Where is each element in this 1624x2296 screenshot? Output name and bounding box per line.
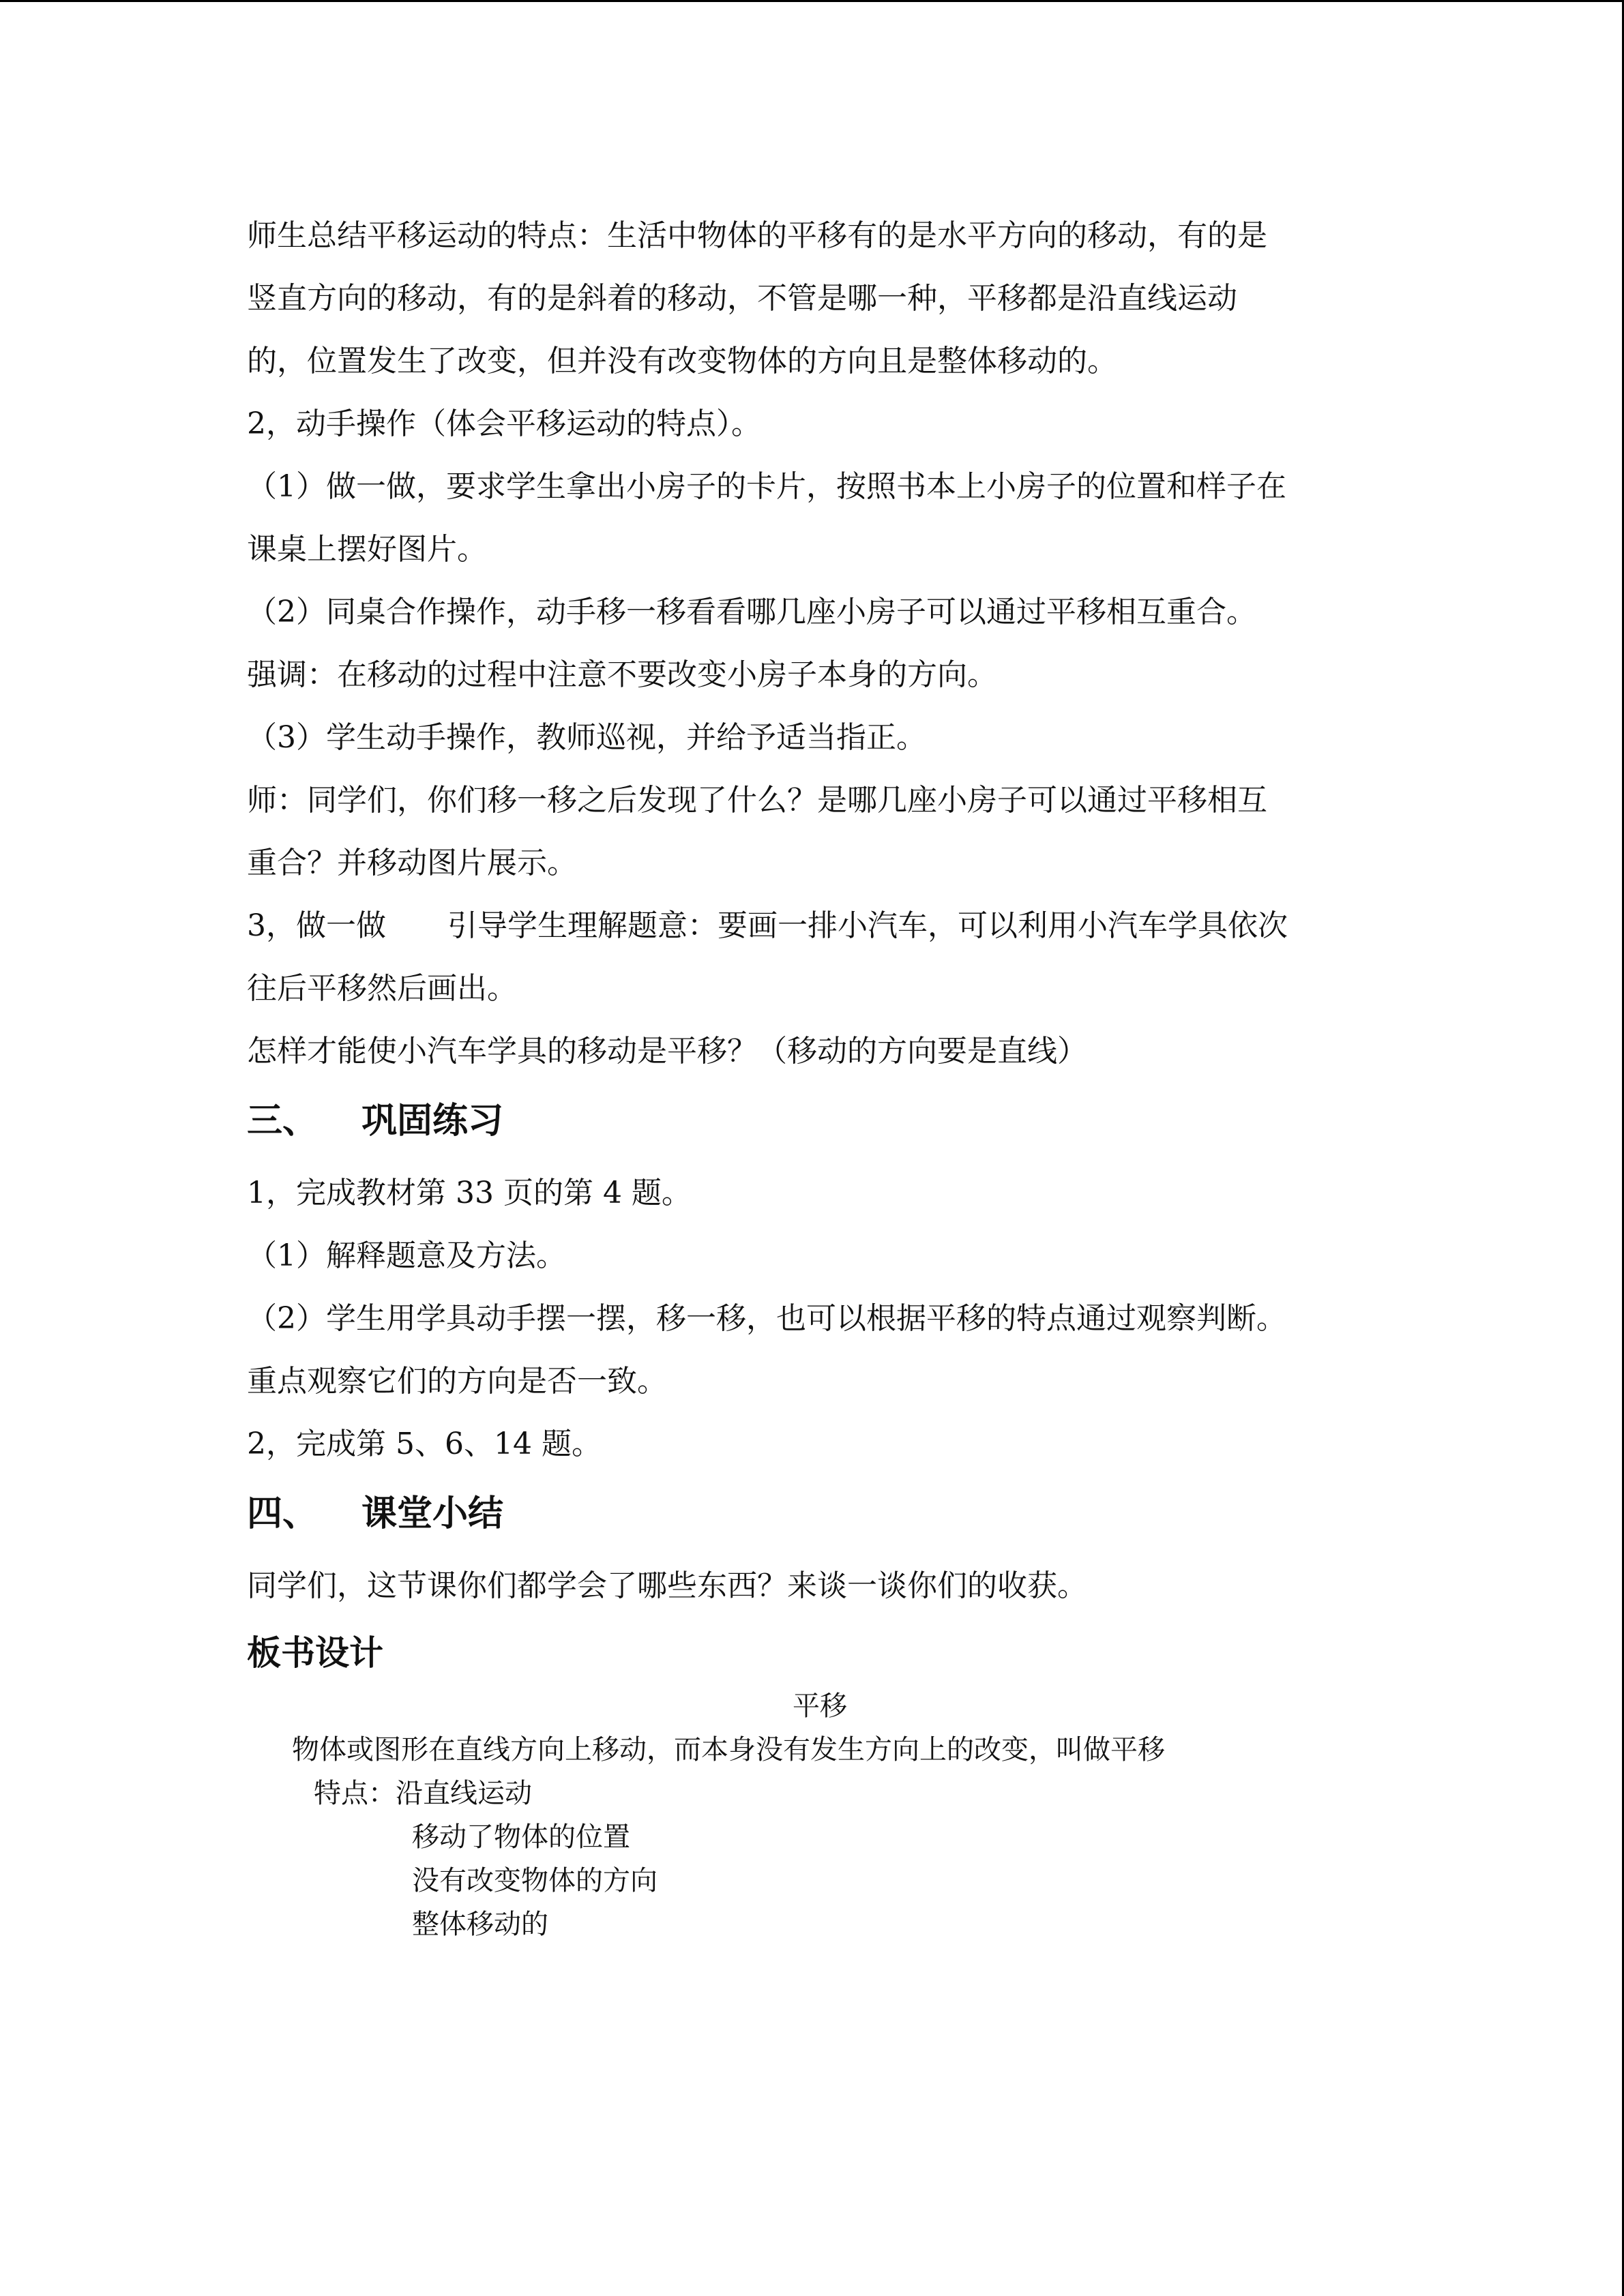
board-design xyxy=(247,1684,1393,1946)
paragraph-activity-3 xyxy=(247,895,1393,957)
board-design-heading: 板书设计 xyxy=(247,1633,383,1673)
paragraph: 2，动手操作（体会平移运动的特点）。 xyxy=(247,406,761,441)
paragraph: 师生总结平移运动的特点：生活中物体的平移有的是水平方向的移动，有的是 xyxy=(247,218,1267,253)
paragraph: 怎样才能使小汽车学具的移动是平移？（移动的方向要是直线） xyxy=(247,1034,1087,1069)
board-feature-label: 特点：沿直线运动 xyxy=(314,1778,532,1809)
section-number: 三、 xyxy=(247,1101,319,1142)
document-body xyxy=(247,205,1393,1946)
paragraph: 2，完成第 5、6、14 题。 xyxy=(247,1427,602,1461)
section-title: 课堂小结 xyxy=(361,1493,504,1534)
paragraph: 课桌上摆好图片。 xyxy=(247,532,487,567)
section-title: 巩固练习 xyxy=(361,1101,504,1142)
activity-3-text: 引导学生理解题意：要画一排小汽车，可以利用小汽车学具依次 xyxy=(447,908,1288,943)
paragraph: （3）学生动手操作，教师巡视，并给予适当指正。 xyxy=(247,720,926,755)
paragraph: 强调：在移动的过程中注意不要改变小房子本身的方向。 xyxy=(247,657,997,692)
section-number: 四、 xyxy=(247,1493,319,1534)
paragraph: 重点观察它们的方向是否一致。 xyxy=(247,1364,667,1399)
summary-paragraph: 同学们，这节课你们都学会了哪些东西？来谈一谈你们的收获。 xyxy=(247,1568,1087,1603)
board-title: 平移 xyxy=(793,1690,847,1722)
paragraph: 往后平移然后画出。 xyxy=(247,971,517,1006)
paragraph: （1）做一做，要求学生拿出小房子的卡片，按照书本上小房子的位置和样子在 xyxy=(247,469,1286,504)
paragraph: （1）解释题意及方法。 xyxy=(247,1238,566,1273)
paragraph: 1，完成教材第 33 页的第 4 题。 xyxy=(247,1176,692,1210)
board-feature-item: 没有改变物体的方向 xyxy=(412,1865,658,1896)
paragraph: 师：同学们，你们移一移之后发现了什么？是哪几座小房子可以通过平移相互 xyxy=(247,783,1267,818)
board-feature-item: 移动了物体的位置 xyxy=(412,1821,630,1853)
paragraph: 竖直方向的移动，有的是斜着的移动，不管是哪一种，平移都是沿直线运动 xyxy=(247,281,1237,316)
board-definition: 物体或图形在直线方向上移动，而本身没有发生方向上的改变，叫做平移 xyxy=(292,1734,1165,1765)
section-heading-3 xyxy=(247,1086,1393,1157)
board-feature-item: 整体移动的 xyxy=(412,1909,548,1940)
paragraph: （2）同桌合作操作，动手移一移看看哪几座小房子可以通过平移相互重合。 xyxy=(247,595,1256,629)
section-heading-4 xyxy=(247,1478,1393,1549)
paragraph: （2）学生用学具动手摆一摆，移一移，也可以根据平移的特点通过观察判断。 xyxy=(247,1301,1286,1336)
activity-3-label: 3，做一做 xyxy=(247,908,386,943)
paragraph: 的，位置发生了改变，但并没有改变物体的方向且是整体移动的。 xyxy=(247,344,1117,378)
page-border-top xyxy=(0,0,1624,2)
paragraph: 重合？并移动图片展示。 xyxy=(247,846,577,880)
